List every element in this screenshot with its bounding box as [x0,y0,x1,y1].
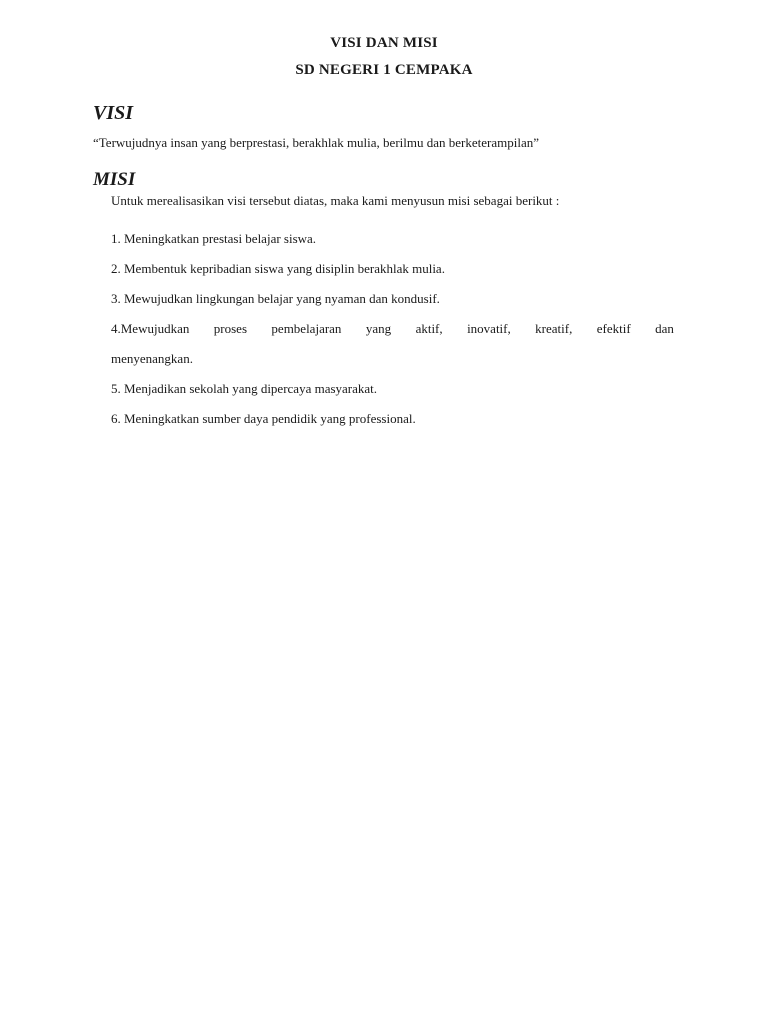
misi-item-4-line-2: menyenangkan. [111,351,193,366]
visi-heading: VISI [93,102,134,124]
justified-word: proses [213,321,247,336]
justified-word: yang [365,321,392,336]
misi-item-3: 3. Mewujudkan lingkungan belajar yang nyaman dan kondusif. [111,291,440,306]
justified-word: aktif, [415,321,443,336]
misi-heading: MISI [93,169,136,190]
misi-item-6: 6. Meningkatkan sumber daya pendidik yang professional. [111,411,416,426]
title-line-1: VISI DAN MISI [330,35,438,51]
justified-word: pembelajaran [271,321,342,336]
justified-word: 4.Mewujudkan [111,321,190,336]
misi-intro: Untuk merealisasikan visi tersebut diatas, maka kami menyusun misi sebagai berikut : [111,193,560,208]
misi-item-5: 5. Menjadikan sekolah yang dipercaya masyarakat. [111,381,378,396]
document-title [0,30,768,84]
misi-item-1: 1. Meningkatkan prestasi belajar siswa. [111,231,317,246]
title-line-2: SD NEGERI 1 CEMPAKA [295,62,473,78]
justified-word: kreatif, [535,321,573,336]
misi-item-2: 2. Membentuk kepribadian siswa yang disiplin berakhlak mulia. [111,261,445,276]
justified-word: efektif [596,321,631,336]
misi-list [111,224,674,434]
justified-word: dan [655,321,674,336]
justified-word: inovatif, [467,321,511,336]
visi-statement: “Terwujudnya insan yang berprestasi, berakhlak mulia, berilmu dan berketerampilan” [93,135,539,150]
misi-item-4-line-1 [111,314,674,344]
